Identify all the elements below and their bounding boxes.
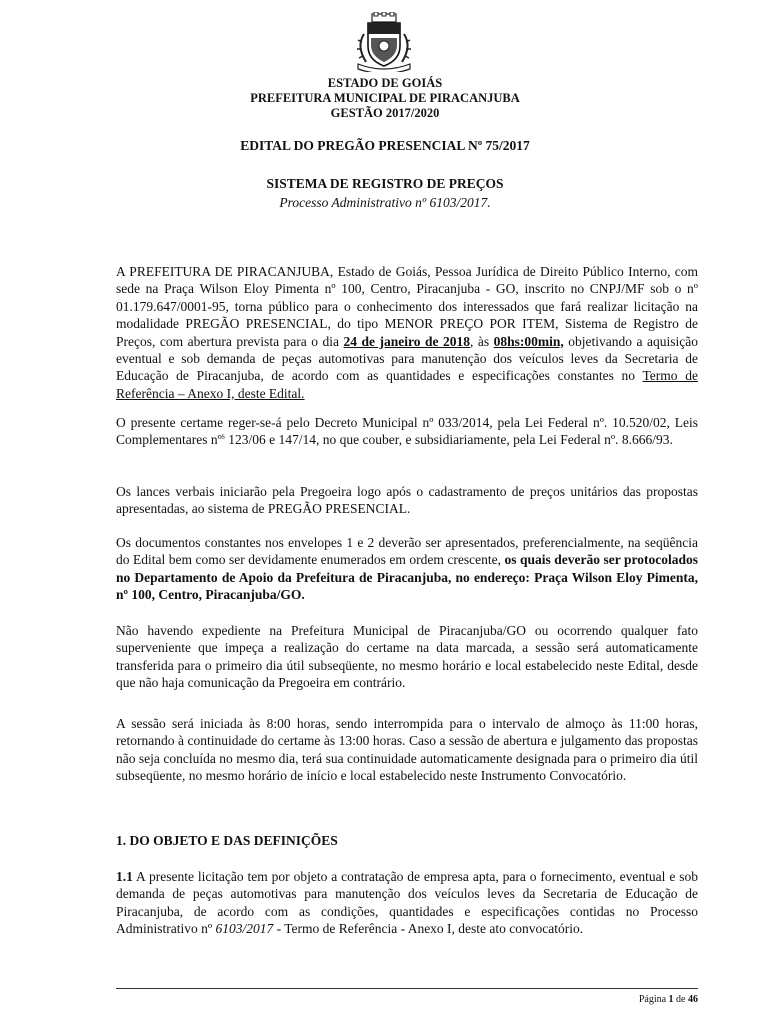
- header-state: ESTADO DE GOIÁS: [327, 76, 443, 90]
- page-number: Página 1 de 46: [638, 994, 698, 1005]
- paragraph-lances: Os lances verbais iniciarão pela Pregoeira logo após o cadastramento de preços unitários das propostas apresentadas, ao sistema de PREGÃO PRESENCIAL.: [116, 484, 698, 517]
- termo-referencia-ref: Termo de Referência – Anexo I, deste Edital.: [116, 368, 698, 401]
- processo-administrativo: Processo Administrativo nº 6103/2017.: [279, 195, 491, 210]
- paragraph-intro: A PREFEITURA DE PIRACANJUBA, Estado de Goiás, Pessoa Jurídica de Direito Público Interno, com sede na Praça Wilson Eloy Pimenta nº 100, Centro, Piracanjuba - GO, inscrito no CNPJ/MF sob o nº 01.179.647/0001-95, torna público para o conhecimento dos interessados que fará realizar licitação na modalidade PREGÃO PRESENCIAL, do tipo MENOR PREÇO POR ITEM, Sistema de Registro de Preços, com abertura prevista para o dia 24 de janeiro de 2018, às 08hs:00min, objetivando a aquisição eventual e sob demanda de peças automotivas para manutenção dos veículos leves da Secretaria de Educação de Piracanjuba, de acordo com as quantidades e especificações constantes no Termo de Referência – Anexo I, deste Edital.: [116, 264, 698, 401]
- paragraph-expediente: Não havendo expediente na Prefeitura Municipal de Piracanjuba/GO ou ocorrendo qualquer fato superveniente que impeça a realização do certame na data marcada, a sessão será automaticamente transferida para o primeiro dia útil subseqüente, no mesmo horário e local estabelecido neste Edital, desde que não haja comunicação da Pregoeira em contrário.: [116, 623, 698, 691]
- header-gestao: GESTÃO 2017/2020: [330, 106, 440, 120]
- paragraph-legislation: O presente certame reger-se-á pelo Decreto Municipal nº 033/2014, pela Lei Federal nº. 10.520/02, Leis Complementares nº$^s$ 123/06 e 147/14, no que couber, e subsidiariamente, pela Lei Federal nº. 8.666/93.: [116, 415, 698, 448]
- header-prefeitura: PREFEITURA MUNICIPAL DE PIRACANJUBA: [250, 91, 520, 105]
- edital-title: EDITAL DO PREGÃO PRESENCIAL Nº 75/2017: [240, 138, 530, 153]
- paragraph-objeto: 1.1 A presente licitação tem por objeto a contratação de empresa apta, para o fornecimento, eventual e sob demanda de peças automotivas para manutenção dos veículos leves da Secretaria de Educação de Piracanjuba, de acordo com as condições, quantidades e especificações contidas no Processo Administrativo nº 6103/2017 - Termo de Referência - Anexo I, deste ato convocatório.: [116, 869, 698, 937]
- paragraph-sessao: A sessão será iniciada às 8:00 horas, sendo interrompida para o intervalo de almoço às 11:00 horas, retornando à continuidade do certame às 13:00 horas. Caso a sessão de abertura e julgamento das propostas não seja concluída no mesmo dia, terá sua continuidade automaticamente designada para o primeiro dia útil subseqüente, no mesmo horário de início e local estabelecido neste Instrumento Convocatório.: [116, 716, 698, 784]
- opening-time: 08hs:00min,: [493, 333, 564, 349]
- sistema-registro-title: SISTEMA DE REGISTRO DE PREÇOS: [266, 176, 504, 191]
- section-heading-objeto: 1. DO OBJETO E DAS DEFINIÇÕES: [116, 833, 338, 848]
- paragraph-documentos: Os documentos constantes nos envelopes 1 e 2 deverão ser apresentados, preferencialmente, na seqüência do Edital bem como ser devidamente enumerados em ordem crescente, os quais deverão ser protocolados no Departamento de Apoio da Prefeitura de Piracanjuba, no endereço: Praça Wilson Eloy Pimenta, nº 100, Centro, Piracanjuba/GO.: [116, 535, 698, 603]
- footer-divider: [116, 988, 698, 989]
- municipal-coat-of-arms-icon: [352, 12, 416, 72]
- opening-date: 24 de janeiro de 2018: [343, 333, 471, 349]
